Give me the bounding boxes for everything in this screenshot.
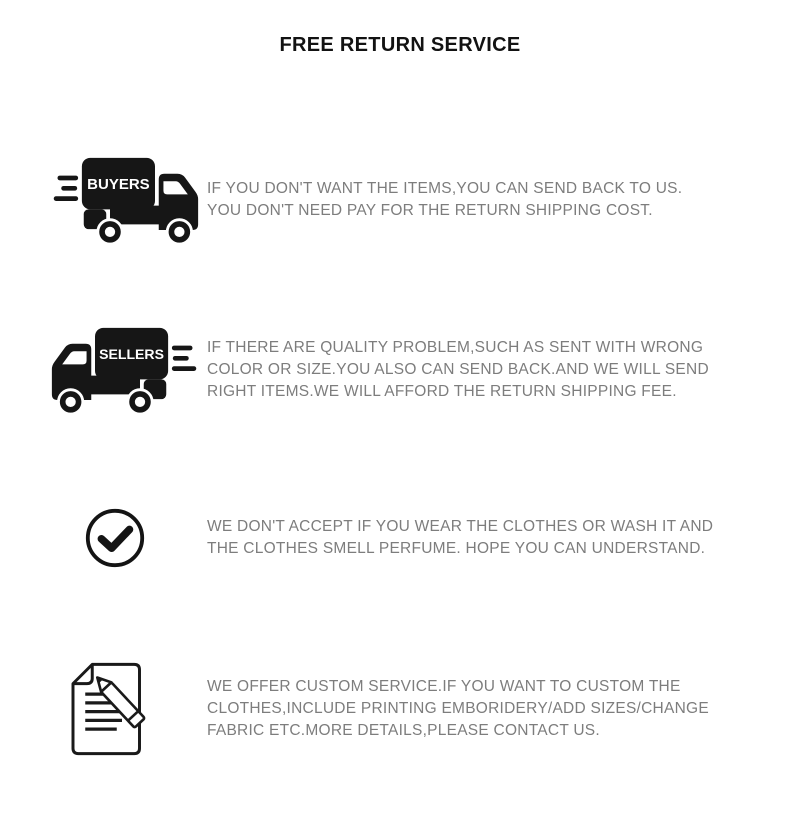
service-text-buyers — [207, 178, 682, 222]
service-text-custom-service — [207, 676, 709, 742]
page-title: FREE RETURN SERVICE — [279, 34, 521, 56]
text-line: THE CLOTHES SMELL PERFUME. HOPE YOU CAN UNDERSTAND. — [207, 540, 706, 557]
icon-column — [45, 323, 205, 417]
text-line: FABRIC ETC.MORE DETAILS,PLEASE CONTACT US. — [207, 722, 600, 739]
sellers-truck-icon — [50, 323, 200, 417]
service-text-no-worn-items — [207, 516, 713, 560]
truck-body-mirrored — [52, 328, 196, 414]
text-line: CLOTHES,INCLUDE PRINTING EMBORIDERY/ADD SIZES/CHANGE — [207, 700, 709, 717]
custom-order-document-icon — [66, 659, 164, 759]
sellers-truck-label: SELLERS — [99, 345, 164, 362]
service-row-sellers — [45, 322, 800, 418]
check-circle-icon — [81, 504, 149, 572]
text-line: IF THERE ARE QUALITY PROBLEM,SUCH AS SENT WITH WRONG — [207, 339, 704, 356]
service-row-no-worn-items — [45, 502, 800, 574]
service-row-buyers — [45, 154, 800, 246]
icon-column — [45, 504, 205, 572]
service-text-sellers — [207, 337, 709, 403]
service-row-custom-service — [45, 658, 800, 760]
icon-column — [45, 659, 205, 759]
text-line: COLOR OR SIZE.YOU ALSO CAN SEND BACK.AND WE WILL SEND — [207, 361, 709, 378]
buyers-truck-label: BUYERS — [87, 175, 150, 193]
text-line: YOU DON'T NEED PAY FOR THE RETURN SHIPPING COST. — [207, 202, 653, 219]
buyers-truck-icon — [50, 153, 200, 247]
text-line: RIGHT ITEMS.WE WILL AFFORD THE RETURN SHIPPING FEE. — [207, 383, 677, 400]
text-line: IF YOU DON'T WANT THE ITEMS,YOU CAN SEND BACK TO US. — [207, 180, 683, 197]
text-line: WE DON'T ACCEPT IF YOU WEAR THE CLOTHES OR WASH IT AND — [207, 518, 714, 535]
icon-column — [45, 153, 205, 247]
text-line: WE OFFER CUSTOM SERVICE.IF YOU WANT TO CUSTOM THE — [207, 678, 681, 695]
